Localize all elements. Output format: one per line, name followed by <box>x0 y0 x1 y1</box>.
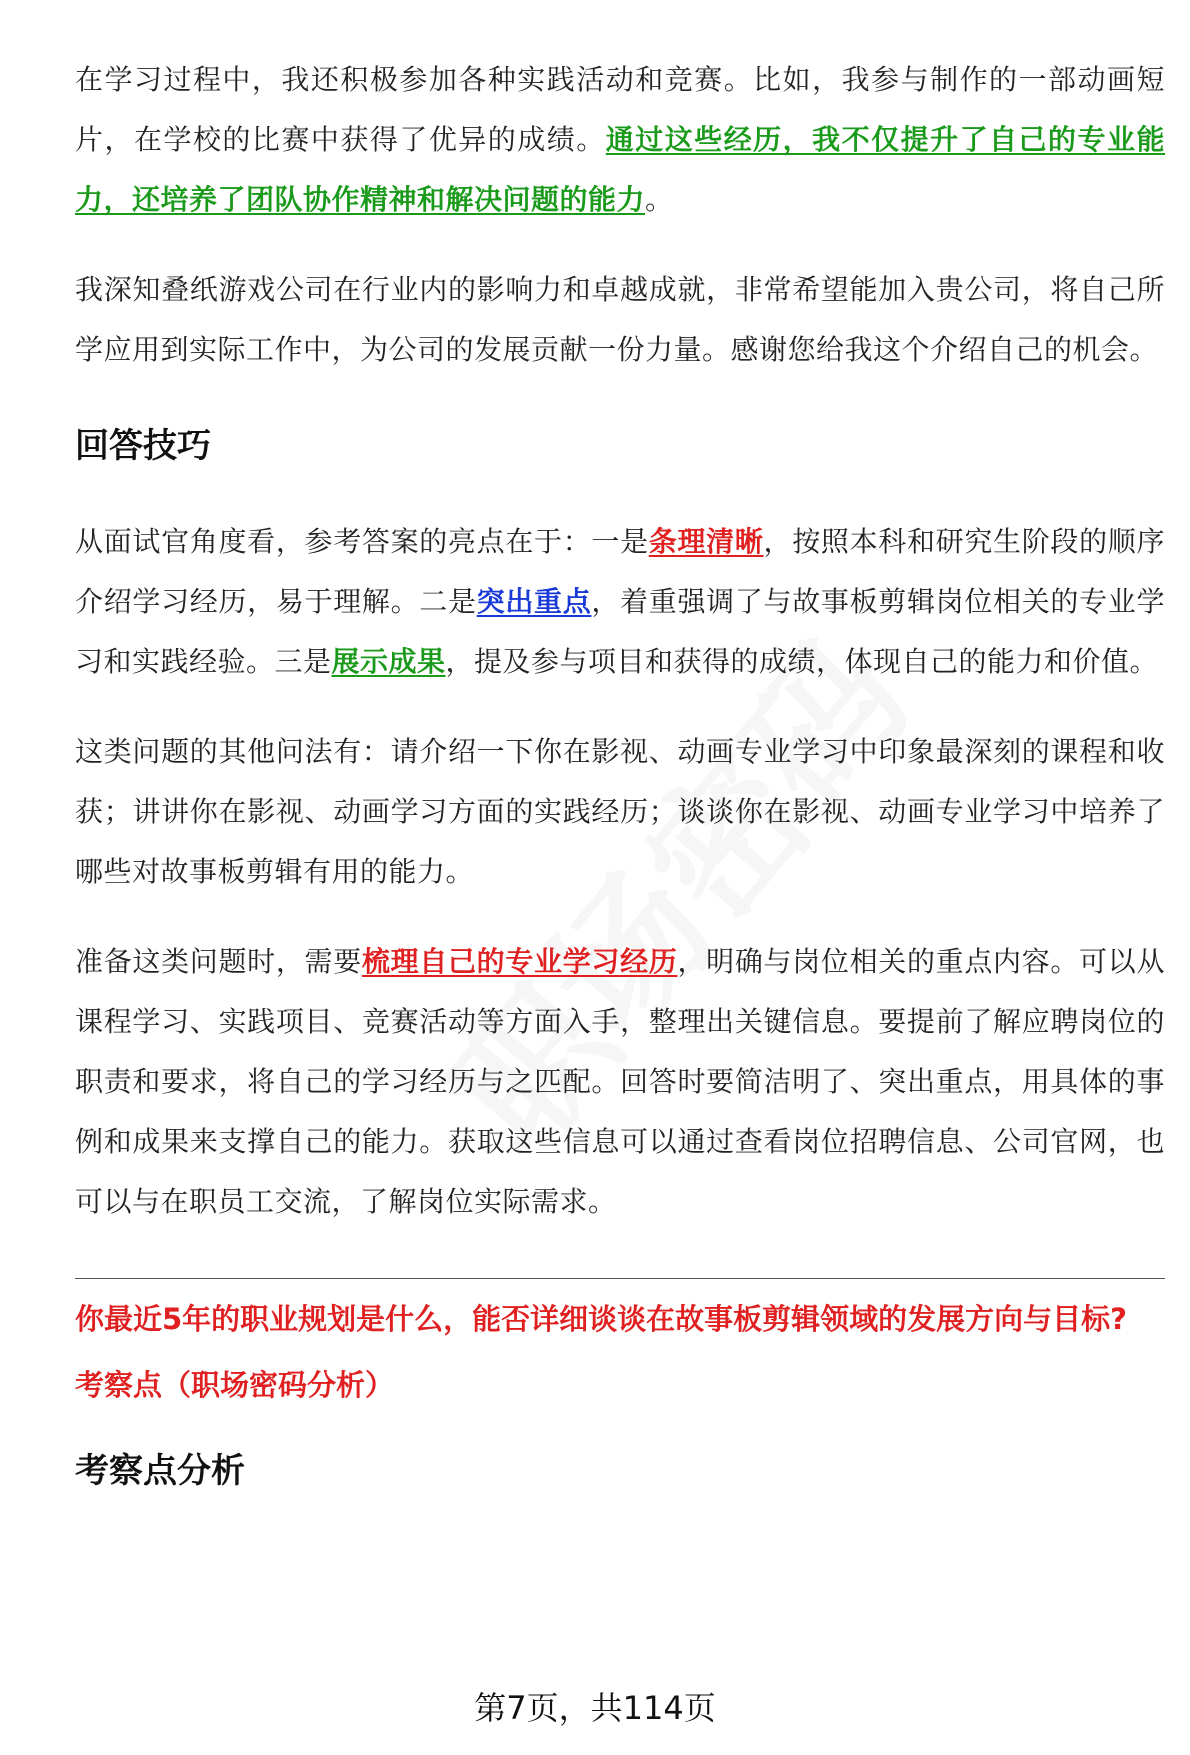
section-title-analysis: 考察点分析 <box>75 1451 245 1491</box>
paragraph-highlights <box>75 512 1165 692</box>
page-number: 第7页，共114页 <box>474 1689 716 1727</box>
section-title-answer-tips: 回答技巧 <box>75 426 211 466</box>
paragraph-text: ，明确与岗位相关的重点内容。可以从课程学习、实践项目、竞赛活动等方面入手，整理出关键信息。要提前了解应聘岗位的职责和要求，将自己的学习经历与之匹配。回答时要简洁明了、突出重点，用具体的事例和成果来支撑自己的能力。获取这些信息可以通过查看岗位招聘信息、公司官网，也可以与在职员工交流，了解岗位实际需求。 <box>75 945 1165 1218</box>
paragraph-text: ，按照本科和研究生阶段的顺序介绍学习经历，易于理解。二是 <box>75 525 1165 618</box>
paragraph-preparation <box>75 932 1165 1232</box>
highlight-green: 展示成果 <box>331 645 446 678</box>
paragraph-text: ，着重强调了与故事板剪辑岗位相关的专业学习和实践经验。三是 <box>75 585 1165 678</box>
paragraph-closing: 我深知叠纸游戏公司在行业内的影响力和卓越成就，非常希望能加入贵公司，将自己所学应用到实际工作中，为公司的发展贡献一份力量。感谢您给我这个介绍自己的机会。 <box>75 273 1165 366</box>
highlight-red: 条理清晰 <box>648 525 764 558</box>
sub-heading-analysis: 考察点（职场密码分析） <box>75 1368 395 1402</box>
paragraph-experience <box>75 50 1165 230</box>
document-page <box>75 50 1165 1501</box>
highlight-red: 梳理自己的专业学习经历 <box>361 945 678 978</box>
question-heading: 你最近5年的职业规划是什么，能否详细谈谈在故事板剪辑领域的发展方向与目标? <box>75 1302 1128 1336</box>
paragraph-text: ，提及参与项目和获得的成绩，体现自己的能力和价值。 <box>445 645 1159 678</box>
paragraph-text: 准备这类问题时，需要 <box>75 945 362 978</box>
paragraph-text: 从面试官角度看，参考答案的亮点在于：一是 <box>75 525 649 558</box>
highlight-blue: 突出重点 <box>476 585 592 618</box>
divider <box>75 1278 1165 1279</box>
highlight-green: 通过这些经历，我不仅提升了自己的专业能力，还培养了团队协作精神和解决问题的能力 <box>75 123 1165 216</box>
paragraph-text: 。 <box>645 183 674 216</box>
paragraph-alternatives: 这类问题的其他问法有：请介绍一下你在影视、动画专业学习中印象最深刻的课程和收获；讲讲你在影视、动画学习方面的实践经历；谈谈你在影视、动画专业学习中培养了哪些对故事板剪辑有用的能力。 <box>75 735 1165 888</box>
paragraph-text: 在学习过程中，我还积极参加各种实践活动和竞赛。比如，我参与制作的一部动画短片，在学校的比赛中获得了优异的成绩。 <box>75 63 1165 156</box>
